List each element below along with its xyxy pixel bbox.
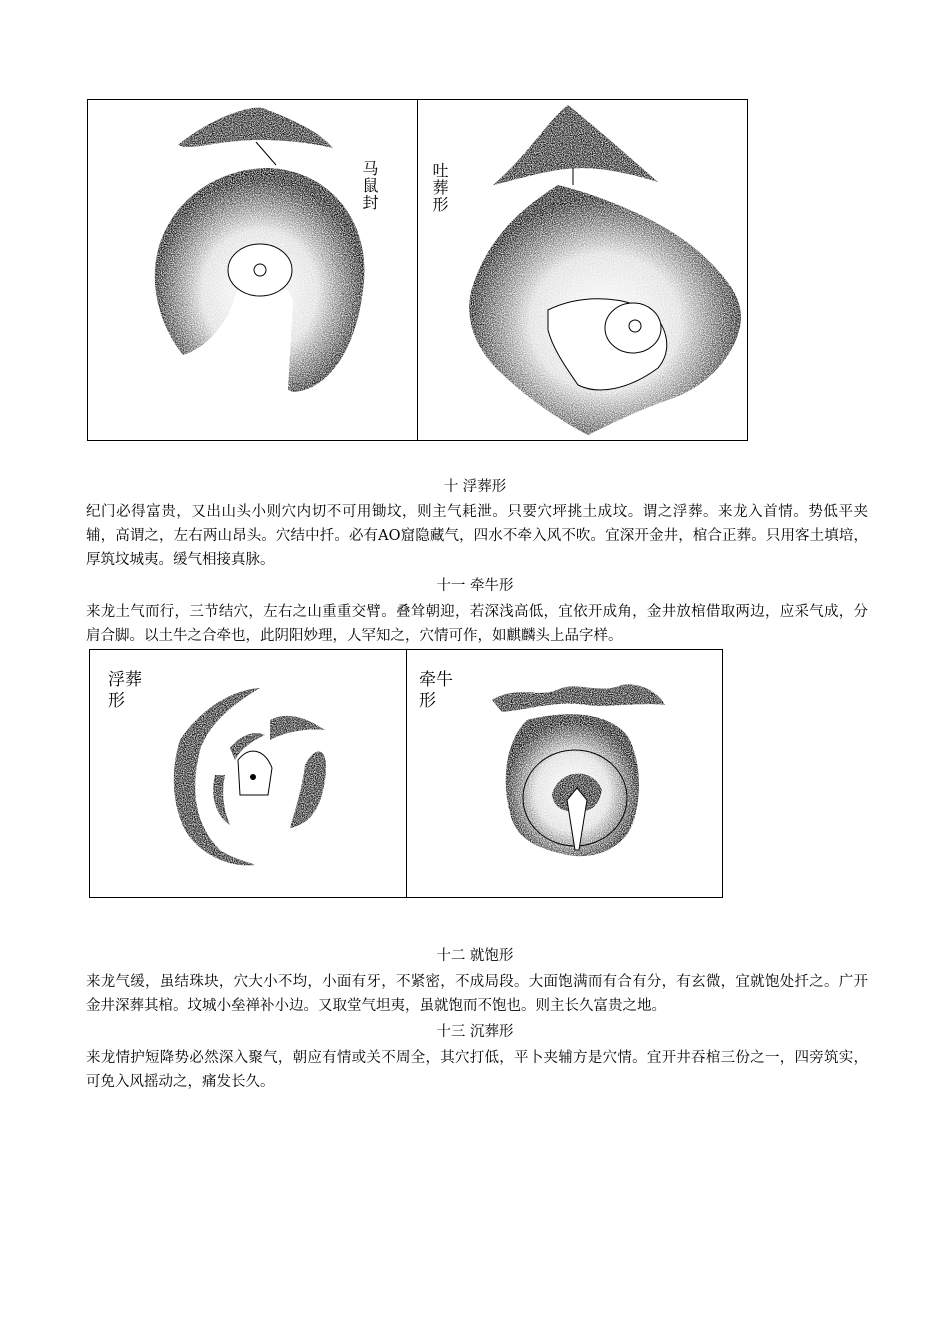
figure-label-line: 形: [108, 691, 125, 711]
mashufeng-diagram: [88, 100, 419, 442]
section-heading-10: 十 浮葬形: [443, 479, 507, 495]
figure-label-line: 牵牛: [419, 670, 453, 690]
section-text-10: 纪门必得富贵，又出山头小则穴内切不可用锄坟，则主气耗泄。只要穴坪挑土成坟。谓之浮葬。来龙入首情。势低平夹辅，高谓之，左右两山昂头。穴结中扦。必有AO窟隐藏气，四水不牵入风不吹。宜深开金井，棺合正葬。只用客土填培，厚筑坟城夷。缓气相接真脉。: [86, 504, 868, 568]
figure-label: [419, 670, 453, 712]
figure-label-line: 浮葬: [108, 670, 142, 690]
section-heading-13: 十三 沉葬形: [436, 1024, 514, 1040]
section-text-12: 来龙气缓，虽结珠块，穴大小不均，小面有牙，不紧密，不成局段。大面饱满而有合有分，有玄微，宜就饱处扦之。广开金井深葬其棺。坟城小垒禅补小边。又取堂气坦夷，虽就饱而不饱也。则主长久富贵之地。: [86, 974, 868, 1014]
section-heading-11: 十一 牵牛形: [436, 578, 514, 594]
qianniuxing-diagram: [407, 650, 724, 899]
tuzangxing-diagram: [418, 100, 749, 442]
figure-tuzangxing: [417, 99, 748, 441]
figure-label-line: 形: [419, 691, 436, 711]
figure-label: 吐葬形: [430, 162, 449, 213]
figure-label: 马鼠封: [360, 160, 379, 211]
section-text-11: 来龙土气而行，三节结穴，左右之山重重交臂。叠耸朝迎，若深浅高低，宜依开成角，金井放棺借取两边，应采气成，分肩合脚。以土牛之合牵也，此阴阳妙理，人罕知之，穴情可作，如麒麟头上品字样。: [86, 604, 868, 644]
figure-fuzangxing: [89, 649, 407, 898]
figure-label: [108, 670, 142, 712]
section-heading-12: 十二 就饱形: [436, 948, 514, 964]
section-text-13: 来龙情护短降势必然深入聚气，朝应有情或关不周全，其穴打低，平卜夹辅方是穴情。宜开井吞棺三份之一，四旁筑实，可免入风摇动之，痛发长久。: [86, 1050, 868, 1090]
figure-qianniuxing: [406, 649, 723, 898]
figure-mashufeng: [87, 99, 418, 441]
